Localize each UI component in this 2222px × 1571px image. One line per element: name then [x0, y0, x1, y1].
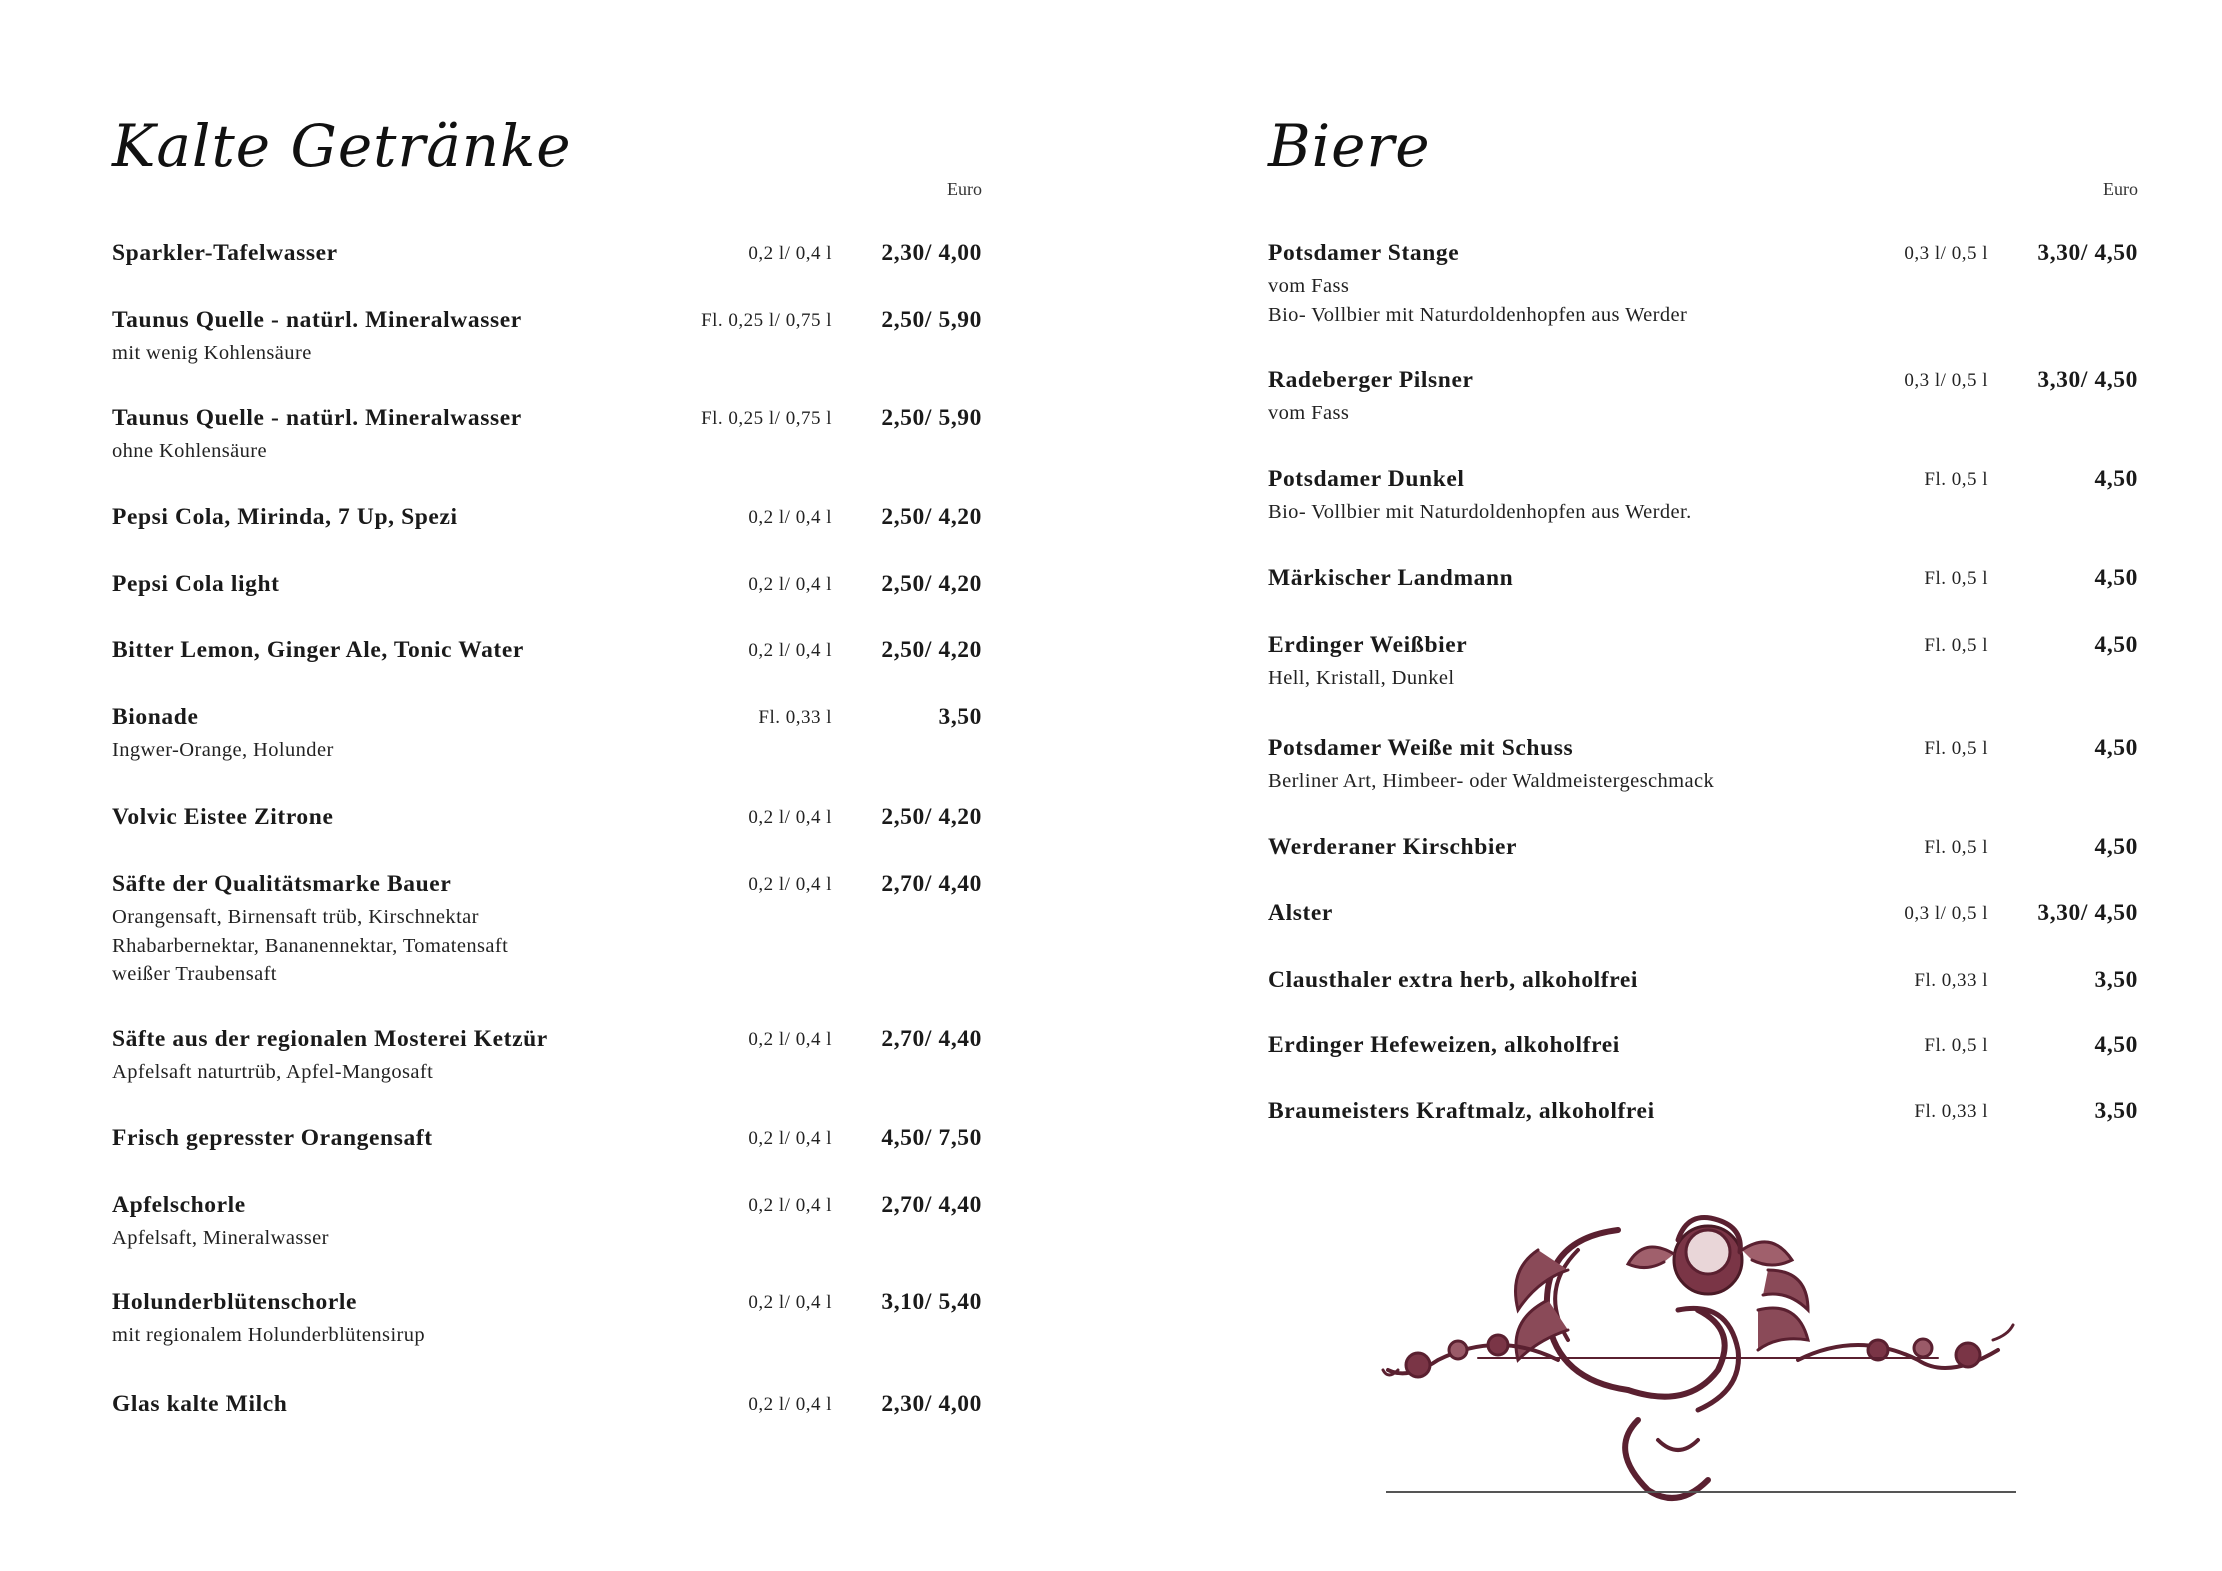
- currency-label: Euro: [2103, 179, 2138, 199]
- menu-item: [112, 240, 982, 270]
- item-price: 4,50: [2094, 834, 2138, 860]
- description-line: Berliner Art, Himbeer- oder Waldmeistergeschmack: [1268, 770, 1715, 792]
- menu-item: [112, 1125, 982, 1155]
- description-line: Apfelsaft, Mineralwasser: [112, 1227, 329, 1249]
- item-price: 3,50: [938, 704, 982, 730]
- menu-item: [1268, 834, 2138, 864]
- item-description: [1268, 498, 1692, 527]
- menu-item: [112, 571, 982, 601]
- menu-item: [112, 804, 982, 834]
- item-volume: 0,2 l/ 0,4 l: [748, 1195, 832, 1216]
- description-line: Orangensaft, Birnensaft trüb, Kirschnektar: [112, 906, 479, 928]
- item-volume: 0,2 l/ 0,4 l: [748, 574, 832, 595]
- item-volume: Fl. 0,25 l/ 0,75 l: [701, 310, 832, 331]
- item-price: 3,30/ 4,50: [2037, 367, 2138, 393]
- menu-item: [1268, 967, 2138, 997]
- menu-item: [1268, 735, 2138, 792]
- menu-item: [1268, 367, 2138, 424]
- item-volume: Fl. 0,5 l: [1924, 1035, 1988, 1056]
- item-description: [1268, 767, 1714, 796]
- item-description: [1268, 272, 1687, 329]
- item-volume: Fl. 0,5 l: [1924, 837, 1988, 858]
- menu-item: [1268, 632, 2138, 689]
- item-price: 4,50: [2094, 735, 2138, 761]
- menu-item: [1268, 1098, 2138, 1128]
- menu-item: [1268, 466, 2138, 523]
- menu-item: [112, 1026, 982, 1083]
- item-volume: 0,2 l/ 0,4 l: [748, 874, 832, 895]
- item-description: [1268, 664, 1454, 693]
- menu-item: [112, 1192, 982, 1249]
- item-description: [112, 903, 508, 989]
- menu-item: [112, 1289, 982, 1346]
- item-name: Alster: [1268, 900, 1333, 926]
- item-description: [112, 437, 267, 466]
- item-volume: Fl. 0,5 l: [1924, 568, 1988, 589]
- item-description: [112, 339, 312, 368]
- item-description: [112, 1058, 433, 1087]
- item-volume: Fl. 0,33 l: [1914, 1101, 1988, 1122]
- item-price: 2,30/ 4,00: [881, 240, 982, 266]
- item-volume: 0,2 l/ 0,4 l: [748, 640, 832, 661]
- item-name: Säfte aus der regionalen Mosterei Ketzür: [112, 1026, 548, 1052]
- item-name: Werderaner Kirschbier: [1268, 834, 1518, 860]
- item-volume: 0,3 l/ 0,5 l: [1904, 243, 1988, 264]
- description-line: Rhabarbernektar, Bananennektar, Tomatensaft: [112, 934, 509, 957]
- description-line: Apfelsaft naturtrüb, Apfel-Mangosaft: [112, 1061, 434, 1083]
- item-price: 2,50/ 5,90: [881, 307, 982, 333]
- item-price: 4,50: [2094, 466, 2138, 492]
- item-volume: Fl. 0,5 l: [1924, 738, 1988, 759]
- item-volume: 0,2 l/ 0,4 l: [748, 807, 832, 828]
- description-line: Hell, Kristall, Dunkel: [1268, 667, 1455, 689]
- item-name: Sparkler-Tafelwasser: [112, 240, 338, 266]
- item-name: Säfte der Qualitätsmarke Bauer: [112, 871, 452, 897]
- description-line: vom Fass: [1268, 402, 1350, 424]
- item-name: Pepsi Cola, Mirinda, 7 Up, Spezi: [112, 504, 458, 530]
- item-price: 3,50: [2094, 1098, 2138, 1124]
- menu-item: [112, 704, 982, 761]
- item-description: [112, 736, 334, 765]
- cherub-scroll-ornament-icon: [1378, 1190, 2018, 1510]
- item-volume: 0,2 l/ 0,4 l: [748, 243, 832, 264]
- description-line: mit regionalem Holunderblütensirup: [112, 1324, 426, 1346]
- menu-item: [112, 871, 982, 985]
- description-line: weißer Traubensaft: [112, 963, 277, 985]
- item-name: Potsdamer Dunkel: [1268, 466, 1465, 492]
- item-volume: 0,2 l/ 0,4 l: [748, 1394, 832, 1415]
- item-name: Holunderblütenschorle: [112, 1289, 358, 1315]
- item-volume: 0,2 l/ 0,4 l: [748, 1029, 832, 1050]
- item-name: Bionade: [112, 704, 199, 730]
- item-volume: 0,3 l/ 0,5 l: [1904, 903, 1988, 924]
- page-title: Biere: [1268, 112, 1431, 180]
- description-line: Bio- Vollbier mit Naturdoldenhopfen aus Werder.: [1268, 501, 1692, 523]
- currency-label: Euro: [947, 179, 982, 199]
- item-price: 2,50/ 4,20: [881, 637, 982, 663]
- item-name: Apfelschorle: [112, 1192, 246, 1218]
- item-description: [1268, 399, 1349, 428]
- item-price: 2,50/ 4,20: [881, 571, 982, 597]
- menu-item: [1268, 900, 2138, 930]
- item-name: Clausthaler extra herb, alkoholfrei: [1268, 967, 1638, 993]
- menu-item: [112, 405, 982, 462]
- item-volume: Fl. 0,33 l: [758, 707, 832, 728]
- item-volume: Fl. 0,25 l/ 0,75 l: [701, 408, 832, 429]
- item-price: 2,70/ 4,40: [881, 1026, 982, 1052]
- item-price: 2,50/ 5,90: [881, 405, 982, 431]
- menu-item: [112, 1391, 982, 1421]
- menu-item: [1268, 565, 2138, 595]
- item-price: 2,70/ 4,40: [881, 1192, 982, 1218]
- item-name: Glas kalte Milch: [112, 1391, 288, 1417]
- description-line: Ingwer-Orange, Holunder: [112, 739, 334, 761]
- item-description: [112, 1224, 329, 1253]
- description-line: ohne Kohlensäure: [112, 440, 267, 462]
- description-line: Bio- Vollbier mit Naturdoldenhopfen aus Werder: [1268, 303, 1688, 326]
- item-name: Potsdamer Weiße mit Schuss: [1268, 735, 1574, 761]
- menu-item: [112, 637, 982, 667]
- item-price: 3,50: [2094, 967, 2138, 993]
- item-volume: 0,2 l/ 0,4 l: [748, 1128, 832, 1149]
- item-name: Taunus Quelle - natürl. Mineralwasser: [112, 405, 522, 431]
- divider-line: [1386, 1491, 2016, 1493]
- item-name: Frisch gepresster Orangensaft: [112, 1125, 433, 1151]
- item-volume: 0,2 l/ 0,4 l: [748, 1292, 832, 1313]
- menu-item: [112, 504, 982, 534]
- item-price: 4,50: [2094, 565, 2138, 591]
- item-volume: 0,3 l/ 0,5 l: [1904, 370, 1988, 391]
- item-volume: Fl. 0,5 l: [1924, 635, 1988, 656]
- item-name: Radeberger Pilsner: [1268, 367, 1474, 393]
- description-line: vom Fass: [1268, 275, 1350, 297]
- page-title: Kalte Getränke: [112, 112, 572, 180]
- item-price: 2,70/ 4,40: [881, 871, 982, 897]
- item-volume: Fl. 0,33 l: [1914, 970, 1988, 991]
- item-name: Taunus Quelle - natürl. Mineralwasser: [112, 307, 522, 333]
- item-price: 4,50: [2094, 632, 2138, 658]
- item-name: Braumeisters Kraftmalz, alkoholfrei: [1268, 1098, 1655, 1124]
- description-line: mit wenig Kohlensäure: [112, 342, 312, 364]
- item-name: Erdinger Weißbier: [1268, 632, 1468, 658]
- item-price: 2,30/ 4,00: [881, 1391, 982, 1417]
- item-name: Potsdamer Stange: [1268, 240, 1460, 266]
- item-price: 3,30/ 4,50: [2037, 900, 2138, 926]
- menu-item: [1268, 240, 2138, 326]
- item-volume: Fl. 0,5 l: [1924, 469, 1988, 490]
- item-description: [112, 1321, 425, 1350]
- menu-item: [112, 307, 982, 364]
- item-name: Erdinger Hefeweizen, alkoholfrei: [1268, 1032, 1620, 1058]
- item-volume: 0,2 l/ 0,4 l: [748, 507, 832, 528]
- item-price: 2,50/ 4,20: [881, 804, 982, 830]
- item-price: 4,50/ 7,50: [881, 1125, 982, 1151]
- item-price: 3,10/ 5,40: [881, 1289, 982, 1315]
- item-name: Pepsi Cola light: [112, 571, 280, 597]
- menu-item: [1268, 1032, 2138, 1062]
- item-name: Volvic Eistee Zitrone: [112, 804, 334, 830]
- item-name: Bitter Lemon, Ginger Ale, Tonic Water: [112, 637, 524, 663]
- item-price: 3,30/ 4,50: [2037, 240, 2138, 266]
- item-name: Märkischer Landmann: [1268, 565, 1514, 591]
- item-price: 4,50: [2094, 1032, 2138, 1058]
- item-price: 2,50/ 4,20: [881, 504, 982, 530]
